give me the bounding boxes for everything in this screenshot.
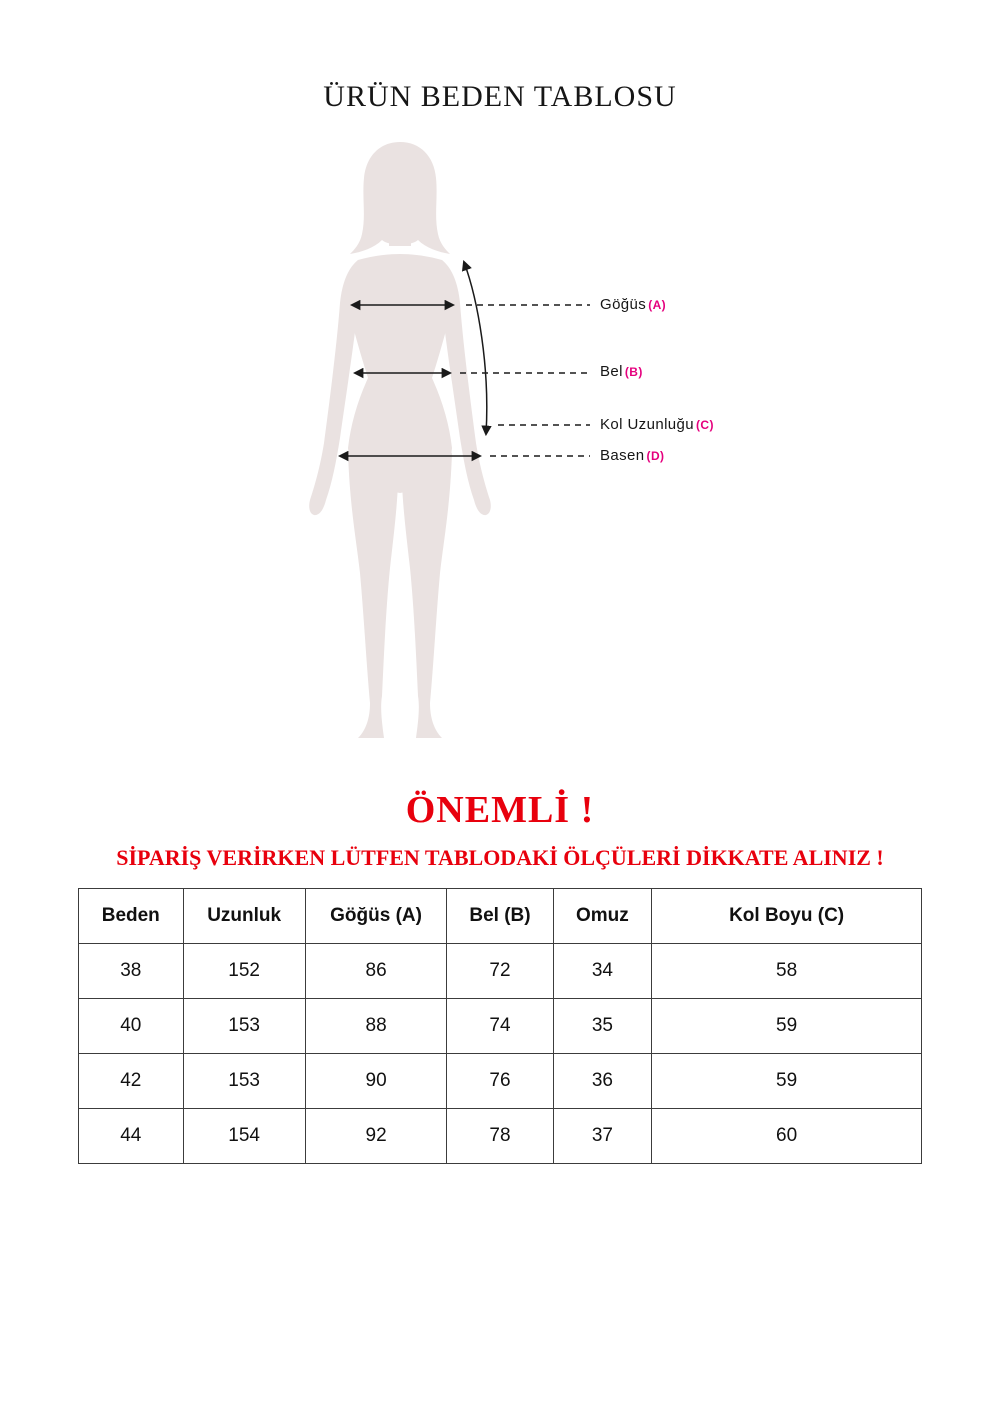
table-cell: 38 bbox=[79, 944, 184, 999]
table-cell: 36 bbox=[553, 1054, 652, 1109]
table-cell: 40 bbox=[79, 999, 184, 1054]
label-arm-length-code: (C) bbox=[696, 418, 714, 432]
size-table bbox=[78, 888, 922, 1164]
column-header: Omuz bbox=[553, 889, 652, 944]
table-row bbox=[79, 944, 922, 999]
table-cell: 74 bbox=[447, 999, 553, 1054]
silhouette-neck bbox=[389, 216, 411, 246]
table-cell: 153 bbox=[183, 1054, 305, 1109]
table-cell: 153 bbox=[183, 999, 305, 1054]
table-cell: 78 bbox=[447, 1109, 553, 1164]
table-cell: 152 bbox=[183, 944, 305, 999]
body-figure-illustration bbox=[300, 138, 700, 750]
label-waist bbox=[600, 363, 643, 381]
size-table-body bbox=[79, 944, 922, 1164]
table-cell: 37 bbox=[553, 1109, 652, 1164]
label-arm-length-text: Kol Uzunluğu bbox=[600, 416, 695, 433]
table-cell: 154 bbox=[183, 1109, 305, 1164]
page-title: ÜRÜN BEDEN TABLOSU bbox=[323, 80, 677, 113]
table-cell: 44 bbox=[79, 1109, 184, 1164]
table-cell: 58 bbox=[652, 944, 922, 999]
table-cell: 86 bbox=[305, 944, 447, 999]
column-header: Kol Boyu (C) bbox=[652, 889, 922, 944]
label-hip-code: (D) bbox=[646, 449, 665, 463]
table-cell: 35 bbox=[553, 999, 652, 1054]
table-cell: 72 bbox=[447, 944, 553, 999]
label-chest-code: (A) bbox=[648, 298, 667, 312]
important-heading: ÖNEMLİ ! bbox=[405, 789, 595, 831]
silhouette-left-leg bbox=[348, 453, 398, 738]
woman-silhouette bbox=[309, 142, 491, 738]
table-cell: 59 bbox=[652, 1054, 922, 1109]
label-waist-text: Bel bbox=[600, 363, 623, 380]
table-cell: 34 bbox=[553, 944, 652, 999]
column-header: Bel (B) bbox=[447, 889, 553, 944]
silhouette-right-leg bbox=[402, 453, 452, 738]
label-waist-code: (B) bbox=[624, 365, 643, 379]
table-row bbox=[79, 1054, 922, 1109]
table-row bbox=[79, 1109, 922, 1164]
column-header: Uzunluk bbox=[183, 889, 305, 944]
label-hip-text: Basen bbox=[600, 447, 645, 464]
size-table-header-row bbox=[79, 889, 922, 944]
label-chest-text: Göğüs bbox=[600, 296, 647, 313]
table-cell: 76 bbox=[447, 1054, 553, 1109]
table-cell: 60 bbox=[652, 1109, 922, 1164]
table-cell: 92 bbox=[305, 1109, 447, 1164]
label-hip bbox=[600, 447, 664, 465]
table-cell: 88 bbox=[305, 999, 447, 1054]
table-cell: 59 bbox=[652, 999, 922, 1054]
label-arm-length bbox=[600, 416, 714, 434]
label-chest bbox=[600, 296, 666, 314]
column-header: Beden bbox=[79, 889, 184, 944]
table-cell: 90 bbox=[305, 1054, 447, 1109]
table-row bbox=[79, 999, 922, 1054]
warning-text: SİPARİŞ VERİRKEN LÜTFEN TABLODAKİ ÖLÇÜLERİ DİKKATE ALINIZ ! bbox=[116, 845, 884, 870]
table-cell: 42 bbox=[79, 1054, 184, 1109]
column-header: Göğüs (A) bbox=[305, 889, 447, 944]
